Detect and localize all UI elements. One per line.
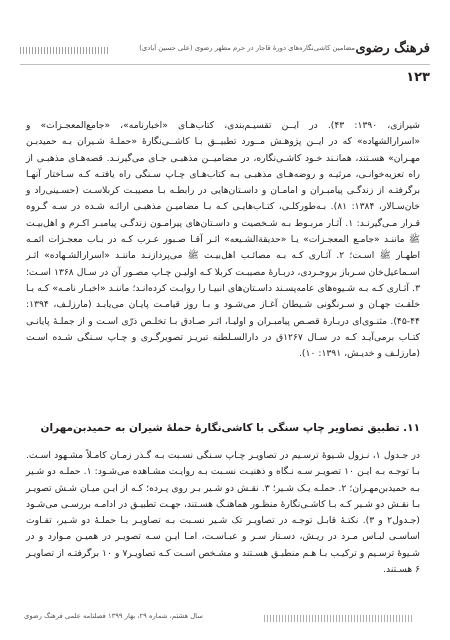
- page-footer: [24, 612, 344, 626]
- page-number: ۱۲۳: [406, 70, 430, 85]
- footer-decorative-pattern: [264, 615, 414, 622]
- header-decorative-pattern: [20, 47, 108, 54]
- page-header: [20, 36, 430, 66]
- section-heading: ۱۱. تطبیق تصاویر چاپ سنگی با کاشی‌نگارهٔ حملهٔ شیران به حمیدبن‌مهران: [40, 422, 420, 434]
- journal-logo: فرهنگ رضوی: [355, 41, 430, 56]
- footer-citation: سال هشتم، شماره ۲۹، بهار ۱۳۹۹ فصلنامه علمی فرهنگ رضوی: [24, 612, 203, 620]
- header-divider: [20, 64, 430, 65]
- body-paragraph: شیرازی، ۱۳۹۰: ۴۳). در ایــن تقسیـم‌بندی، کتاب‌هـای «اخبارنامه»، «جامع‌المعجـزات» و «اسرارالشهاده» که در ایــن پژوهـش مــورد تطبیــق بـا کاشــی‌نگارهٔ «حملـهٔ شـیران بـه حمیدبـن مهـران» هسـتند، همانـند خـود کاشـی‌نگاره، در مضامیــن مذهبـی جـای می‌گیرنـد. قصه‌هـای مذهبـی از راه تعزیه‌خوانـی، مرثیـه و روضه‌هـای مذهبـی بـه کتاب‌هـای چـاپ سـنگی راه یافتـه کـه سـاختار آنهـا برگرفتـه از زندگـی پیامبـران و امامـان و داسـتان‌هایی در رابطـه بـا مصیبـت کربلاسـت (حسـینی‌راد و خان‌سـالار، ۱۳۸۴: ۸۱). بـه‌طورکلـی، کتـاب‌هایـی کـه بـا مضامیـن مذهبـی ارائـه شـده در سـه گـروه قـرار مـی‌گیرنـد: ۱. آثـار مربـوط بـه شـخصیت و داسـتان‌های پیرامـون زندگـی پیامبـر اکـرم و اهل‌بیـت ﷺ ماننـد «جامـع المعجـزات» یـا «حدیقةالشـیعه» اثـر آقـا صـبور عـرب کـه در بـاب معجـزات ائمـه اطهـار ﷺ اسـت؛ ۲. آثـاری کـه بـه مصائـب اهل‌بیـت ﷺ می‌پردازنـد ماننـد «اسرارالشـهاده» اثـر اسـماعیل‌خان سـرباز بروجـردی، دربـارهٔ مصیبـت کربلا کـه اولیـن چـاپ مصـور آن در سـال ۱۳۶۸ اسـت؛ ۳. آثـاری کـه بـه شـیوه‌های عامه‌پسـند داسـتان‌های انبیـا را روایـت کرده‌انـد؛ ماننـد «اخبـار نامـه» کـه بـا خلقـت جهـان و سـرنگونی شـیطان آغـاز می‌شـود و بـا روز قیامـت پایـان می‌یابـد (مارزلـف، ۱۳۹۴: ۴۴-۴۵). مثنـوی‌ای دربـارهٔ قصـص پیامبـران و اولیـا، اثـر صـادق بـا تخلـص ذرّی اسـت و از جملـهٔ پایانـی کتـاب برمی‌آیـد کـه در سـال ۱۲۶۷ق در دارالسـلطنه تبریـز تصویرگـری و چـاپ سـنگی شـده اسـت (مارزلـف و خدیـش، ۱۳۹۱: ۱۰).: [26, 120, 421, 360]
- body-text: [26, 118, 420, 362]
- running-title: مضامین کاشی‌نگاره‌های دورهٔ قاجار در حرم مطهر رضوی (علی حسین آبادی): [139, 44, 355, 52]
- section-paragraph: در جـدول ۱، نـزول شـیوهٔ ترسـیم در تصاویـر چـاپ سـنگی نسـبت بـه گـذر زمـان کامـلاً مشـهود اسـت. بـا توجـه بـه ایـن ۱۰ تصویـر سـه نـگاه و ذهنیـت نسـبت بـه روایـت مشـاهده می‌شـود: ۱. حملـه دو شـیر بـه حمیدبن‌مهـران؛ ۲. حملـه یـک شـیر؛ ۳. نقـش دو شـیر بـر روی پـرده؛ کـه از ایـن میـان شـش تصویـر بـا نقـش دو شـیر کـه بـا کاشـی‌نگارهٔ منظـور هماهنـگ هسـتند، جهـت تطبیـق در ادامـه بررسـی می‌شـود (جـدول۲ و ۳). نکتـهٔ قابـل توجـه در تصاویـر تک شـیر نسـبت بـه تصاویـر بـا حملـهٔ دو شـیر، تفـاوت اساسـی لبـاس مـرد در ریـش، دسـتار سـر و عبـاسـت، امـا ایـن سـه تصویـر در همیـن مـوارد و در شـیوهٔ ترسـیم و ترکیـب بـا هـم منطبـق هسـتند و مشـخص اسـت کـه تصاویـر۷ و ۱۰ برگرفتـه از تصاویـر ۶ هسـتند.: [26, 450, 421, 576]
- section-text: [26, 448, 420, 578]
